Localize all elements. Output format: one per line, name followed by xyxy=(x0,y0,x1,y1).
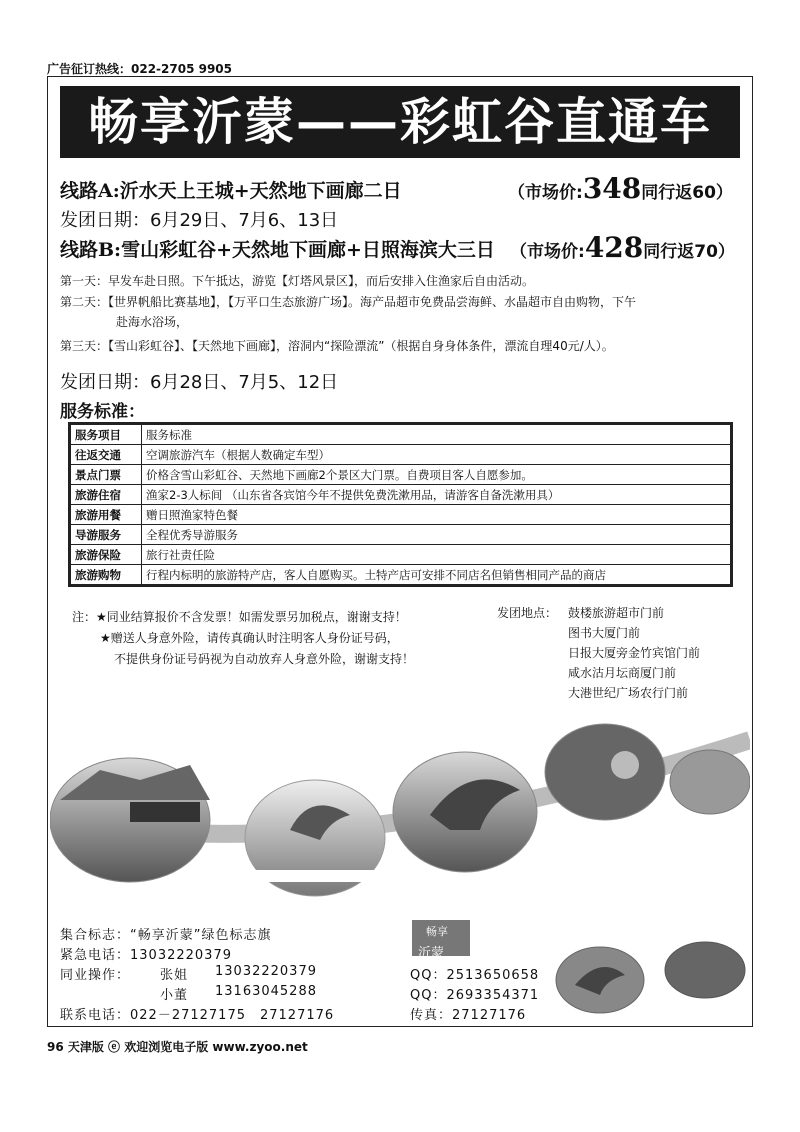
service-key: 导游服务 xyxy=(71,525,142,545)
service-key: 旅游保险 xyxy=(71,545,142,565)
service-key: 景点门票 xyxy=(71,465,142,485)
operator1-qq: QQ：2513650658 xyxy=(410,968,540,983)
service-value: 服务标准 xyxy=(142,425,731,445)
operator2-name: 小董 xyxy=(160,988,189,1003)
contact-people-photo xyxy=(665,942,745,998)
service-key: 往返交通 xyxy=(71,445,142,465)
logo-bottom: 沂蒙 xyxy=(418,946,445,961)
logo-top: 畅享 xyxy=(426,925,448,938)
contact-photos xyxy=(555,940,750,1015)
fruit-photo xyxy=(670,750,750,814)
route-a-price-suffix: 同行返60） xyxy=(641,183,733,203)
emergency-phone: 紧急电话：13032220379 xyxy=(60,948,232,963)
service-value: 全程优秀导游服务 xyxy=(142,525,731,545)
route-a-title: 线路A:沂水天上王城+天然地下画廊二日 xyxy=(60,180,402,202)
service-value: 赠日照渔家特色餐 xyxy=(142,505,731,525)
service-value: 价格含雪山彩虹谷、天然地下画廊2个景区大门票。自费项目客人自愿参加。 xyxy=(142,465,731,485)
itinerary-day1: 第一天：早发车赴日照。下午抵达，游览【灯塔风景区】，而后安排入住渔家后自由活动。 xyxy=(60,274,535,288)
page-title: 畅享沂蒙——彩虹谷直通车 xyxy=(60,86,740,158)
itinerary-day3: 第三天：【雪山彩虹谷】、【天然地下画廊】，溶洞内“探险漂流”（根据自身身体条件，漂流自理40元/人）。 xyxy=(60,339,614,353)
brand-logo xyxy=(412,920,470,961)
route-a-price xyxy=(508,172,733,205)
service-row xyxy=(71,485,731,505)
ad-hotline: 广告征订热线：022-2705 9905 xyxy=(47,62,233,76)
route-a-date: 发团日期：6月29日、7月6、13日 xyxy=(60,210,339,231)
contact-phone: 联系电话：022－27127175 27127176 xyxy=(60,1008,335,1023)
peer-ops-label: 同业操作： xyxy=(60,968,131,983)
route-a-price-value: 348 xyxy=(582,172,642,205)
note-insurance: ★赠送人身意外险，请传真确认时注明客人身份证号码， xyxy=(100,631,399,645)
route-b-title: 线路B:雪山彩虹谷+天然地下画廊+日照海滨大三日 xyxy=(60,239,495,261)
scenery-photos xyxy=(50,720,750,910)
departure-place: 鼓楼旅游超市门前 xyxy=(568,606,665,620)
route-b-date: 发团日期：6月28日、7月5、12日 xyxy=(60,372,339,393)
service-row xyxy=(71,465,731,485)
service-row xyxy=(71,525,731,545)
note-invoice: 注：★同业结算报价不含发票！如需发票另加税点，谢谢支持！ xyxy=(72,610,407,624)
route-b-price-value: 428 xyxy=(584,231,644,264)
route-b-price xyxy=(510,231,735,264)
service-key: 旅游用餐 xyxy=(71,505,142,525)
service-row xyxy=(71,565,731,585)
service-row xyxy=(71,445,731,465)
departure-place: 咸水沽月坛商厦门前 xyxy=(568,666,677,680)
departure-place: 日报大厦旁金竹宾馆门前 xyxy=(568,646,701,660)
itinerary-day2: 第二天：【世界帆船比赛基地】，【万平口生态旅游广场】。海产品超市免费品尝海鲜、水晶超市自由购物，下午 xyxy=(60,295,637,309)
fax: 传真：27127176 xyxy=(410,1008,527,1023)
route-b-price-suffix: 同行返70） xyxy=(643,242,735,262)
operator2-phone: 13163045288 xyxy=(215,984,317,999)
service-row xyxy=(71,505,731,525)
service-key: 旅游住宿 xyxy=(71,485,142,505)
service-key: 旅游购物 xyxy=(71,565,142,585)
service-value: 渔家2-3人标间 （山东省各宾馆今年不提供免费洗漱用品，请游客自备洗漱用具） xyxy=(142,485,731,505)
itinerary-day2-cont: 赴海水浴场， xyxy=(116,315,189,329)
service-row xyxy=(71,425,731,445)
departure-place: 大港世纪广场农行门前 xyxy=(568,686,689,700)
service-value: 空调旅游汽车（根据人数确定车型） xyxy=(142,445,731,465)
people-photo xyxy=(545,724,665,820)
service-table xyxy=(70,424,731,585)
service-value: 旅行社责任险 xyxy=(142,545,731,565)
service-key: 服务项目 xyxy=(71,425,142,445)
departure-place: 图书大厦门前 xyxy=(568,626,641,640)
route-a-price-prefix: （市场价: xyxy=(508,183,583,203)
route-b-price-prefix: （市场价: xyxy=(510,242,585,262)
operator1-name: 张姐 xyxy=(160,968,189,983)
service-value: 行程内标明的旅游特产店，客人自愿购买。土特产店可安排不同店名但销售相同产品的商店 xyxy=(142,565,731,585)
service-title: 服务标准： xyxy=(60,402,145,422)
operator2-qq: QQ：2693354371 xyxy=(410,988,540,1003)
departure-label: 发团地点： xyxy=(497,606,558,620)
note-insurance-cont: 不提供身份证号码视为自动放弃人身意外险，谢谢支持！ xyxy=(114,652,415,666)
gathering-flag: 集合标志：“畅享沂蒙”绿色标志旗 xyxy=(60,928,272,943)
page-footer: 96 天津版 ⓔ 欢迎浏览电子版 www.zyoo.net xyxy=(47,1040,308,1054)
operator1-phone: 13032220379 xyxy=(215,964,317,979)
service-row xyxy=(71,545,731,565)
